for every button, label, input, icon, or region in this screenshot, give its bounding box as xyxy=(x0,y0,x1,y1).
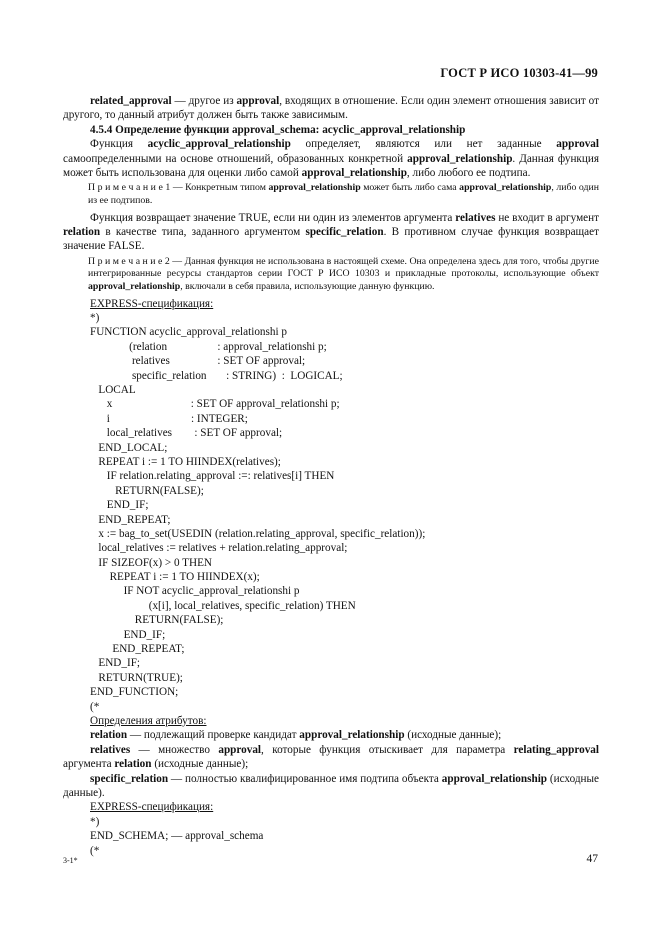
code-line: (* xyxy=(90,844,100,857)
attribute-definitions-heading: Определения атрибутов: xyxy=(90,714,207,727)
code-line: x : SET OF approval_relationshi p; xyxy=(90,398,340,411)
code-line: i : INTEGER; xyxy=(90,412,248,425)
page-header: ГОСТ Р ИСО 10303-41—99 xyxy=(440,66,598,80)
attribute-specific-relation: specific_relation — полностью квалифицированное имя подтипа объекта approval_relationship (исходные данные). xyxy=(63,772,599,799)
code-line: END_SCHEMA; — approval_schema xyxy=(90,830,264,843)
attribute-relation: relation — подлежащий проверке кандидат approval_relationship (исходные данные); xyxy=(90,729,502,742)
code-line: END_FUNCTION; xyxy=(90,686,179,699)
code-line: END_IF; xyxy=(90,657,141,670)
code-line: *) xyxy=(90,312,100,325)
paragraph-function-description: Функция acyclic_approval_relationship определяет, являются или нет заданные approval самоопределенными на основе отношений, образованных конкретной approval_relationship. Данная функция может быть использована для оценки либо самой approval_relationship, либо любого ее подтипа. xyxy=(63,138,599,180)
section-heading: 4.5.4 Определение функции approval_schema: acyclic_approval_relationship xyxy=(90,123,466,136)
code-line: IF relation.relating_approval :=: relatives[i] THEN xyxy=(90,470,335,483)
page-number: 47 xyxy=(586,853,598,865)
code-line: local_relatives : SET OF approval; xyxy=(90,427,283,440)
code-line: RETURN(FALSE); xyxy=(90,484,204,497)
code-line: specific_relation : STRING) : LOGICAL; xyxy=(90,369,343,382)
code-line: (x[i], local_relatives, specific_relation) THEN xyxy=(90,599,356,612)
code-line: IF NOT acyclic_approval_relationshi p xyxy=(90,585,300,598)
code-line: IF SIZEOF(x) > 0 THEN xyxy=(90,556,213,569)
code-line: REPEAT i := 1 TO HIINDEX(relatives); xyxy=(90,455,281,468)
code-line: END_REPEAT; xyxy=(90,643,185,656)
code-line: END_IF; xyxy=(90,499,149,512)
attribute-relatives: relatives — множество approval, которые функция отыскивает для параметра relating_approval аргумента relation (исходные данные); xyxy=(63,743,599,771)
paragraph-return-value: Функция возвращает значение TRUE, если ни один из элементов аргумента relatives не входит в аргумент relation в качестве типа, заданного аргументом specific_relation. В противном случае функция возвращает значение FALSE. xyxy=(63,211,599,253)
express-spec-label-2: EXPRESS-спецификация: xyxy=(90,801,214,814)
code-line: RETURN(FALSE); xyxy=(90,614,224,627)
footer-signature-mark: 3-1* xyxy=(63,856,78,865)
document-body xyxy=(63,94,599,858)
code-line: END_LOCAL; xyxy=(90,441,168,454)
code-line: RETURN(TRUE); xyxy=(90,671,183,684)
express-spec-label: EXPRESS-спецификация: xyxy=(90,297,214,310)
express-code-block xyxy=(63,311,599,714)
code-line: (relation : approval_relationshi p; xyxy=(90,340,327,353)
code-line: REPEAT i := 1 TO HIINDEX(x); xyxy=(90,571,260,584)
code-line: x := bag_to_set(USEDIN (relation.relating_approval, specific_relation)); xyxy=(90,527,426,540)
code-line: *) xyxy=(90,815,100,828)
code-line: (* xyxy=(90,700,100,713)
note-2: П р и м е ч а н и е 2 — Данная функция не использована в настоящей схеме. Она определена здесь для того, чтобы другие интегрированные ресурсы стандартов серии ГОСТ Р ИСО 10303 и прикладные протоколы, использующие объект approval_relationship, включали в себя правила, использующие данную функцию. xyxy=(88,255,600,293)
code-line: END_IF; xyxy=(90,628,166,641)
note-1: П р и м е ч а н и е 1 — Конкретным типом approval_relationship может быть либо сама approval_relationship, либо один из ее подтипов. xyxy=(88,182,600,207)
code-line: END_REPEAT; xyxy=(90,513,171,526)
express-code-block-2 xyxy=(63,815,599,858)
code-line: local_relatives := relatives + relation.relating_approval; xyxy=(90,542,348,555)
code-line: FUNCTION acyclic_approval_relationshi p xyxy=(90,326,287,339)
paragraph-related-approval: related_approval — другое из approval, входящих в отношение. Если один элемент отношения зависит от другого, то данный атрибут должен быть также зависимым. xyxy=(63,95,599,122)
code-line: LOCAL xyxy=(90,383,136,396)
code-line: relatives : SET OF approval; xyxy=(90,355,306,368)
